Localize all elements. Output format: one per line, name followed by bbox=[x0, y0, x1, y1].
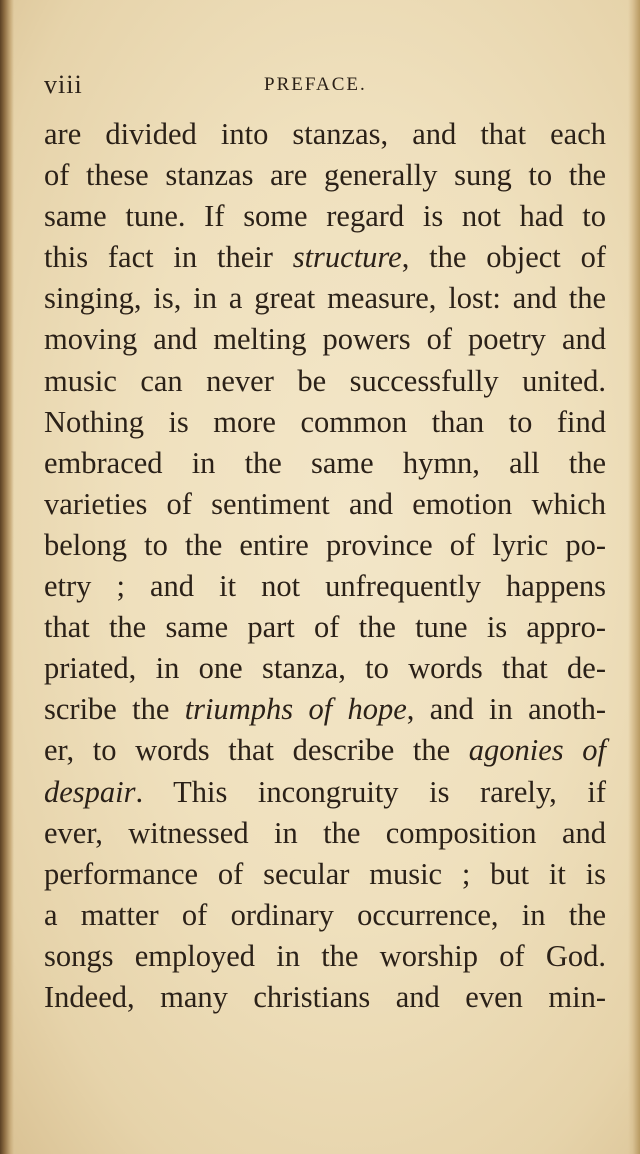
text-line-19 bbox=[44, 854, 606, 895]
preface-body-text bbox=[44, 114, 606, 1018]
text-run: are divided into stanzas, and that each bbox=[44, 117, 606, 151]
text-run: songs employed in the worship of God. bbox=[44, 938, 606, 973]
text-line-1 bbox=[44, 114, 606, 155]
text-line-13 bbox=[44, 607, 606, 648]
text-run: belong to the entire province of lyric po- bbox=[44, 527, 606, 562]
text-run: Indeed, many christians and even min- bbox=[44, 979, 606, 1014]
text-run: this fact in their bbox=[44, 240, 293, 275]
text-line-14 bbox=[44, 648, 606, 689]
text-run: singing, is, in a great measure, lost: and the bbox=[44, 281, 606, 316]
text-run: scribe the bbox=[44, 692, 185, 727]
text-line-7 bbox=[44, 361, 606, 402]
italic-text-run: structure bbox=[292, 240, 402, 275]
text-run: , and in anoth- bbox=[406, 692, 606, 727]
text-run: varieties of sentiment and emotion which bbox=[44, 486, 606, 521]
text-line-21 bbox=[44, 936, 606, 977]
italic-text-run: despair bbox=[44, 774, 136, 809]
text-run: a matter of ordinary occurrence, in the bbox=[44, 897, 606, 932]
text-run: moving and melting powers of poetry and bbox=[44, 322, 606, 357]
text-run: etry ; and it not unfrequently happens bbox=[44, 569, 606, 604]
text-line-10 bbox=[44, 484, 606, 525]
text-line-18 bbox=[44, 813, 606, 854]
text-line-9 bbox=[44, 443, 606, 484]
text-line-22 bbox=[44, 977, 606, 1018]
text-line-6 bbox=[44, 319, 606, 360]
text-line-4 bbox=[44, 237, 606, 278]
text-line-17 bbox=[44, 772, 606, 813]
text-run: same tune. If some regard is not had to bbox=[44, 199, 606, 234]
italic-text-run: triumphs of hope bbox=[184, 692, 407, 727]
page-binding-edge bbox=[0, 0, 14, 1154]
text-line-15 bbox=[44, 689, 606, 730]
text-line-12 bbox=[44, 566, 606, 607]
text-line-8 bbox=[44, 402, 606, 443]
page-outer-edge bbox=[628, 0, 640, 1154]
text-run: Nothing is more common than to find bbox=[44, 404, 606, 439]
text-run: , the object of bbox=[401, 240, 606, 275]
page-header bbox=[44, 70, 604, 102]
text-run: priated, in one stanza, to words that de- bbox=[44, 651, 606, 686]
text-run: er, to words that describe the bbox=[44, 733, 469, 768]
text-run: embraced in the same hymn, all the bbox=[44, 445, 606, 480]
text-run: . This incongruity is rarely, if bbox=[135, 774, 606, 809]
text-run: music can never be successfully united. bbox=[44, 363, 606, 398]
text-run: performance of secular music ; but it is bbox=[44, 856, 606, 891]
text-run: ever, witnessed in the composition and bbox=[44, 815, 606, 850]
text-line-5 bbox=[44, 278, 606, 319]
text-run: that the same part of the tune is appro- bbox=[44, 610, 606, 645]
text-run: of these stanzas are generally sung to the bbox=[44, 158, 606, 193]
running-head: PREFACE. bbox=[264, 74, 367, 95]
text-line-16 bbox=[44, 730, 606, 771]
text-line-2 bbox=[44, 155, 606, 196]
page-number: viii bbox=[44, 70, 83, 99]
text-line-3 bbox=[44, 196, 606, 237]
text-line-11 bbox=[44, 525, 606, 566]
italic-text-run: agonies of bbox=[468, 733, 606, 768]
text-line-20 bbox=[44, 895, 606, 936]
